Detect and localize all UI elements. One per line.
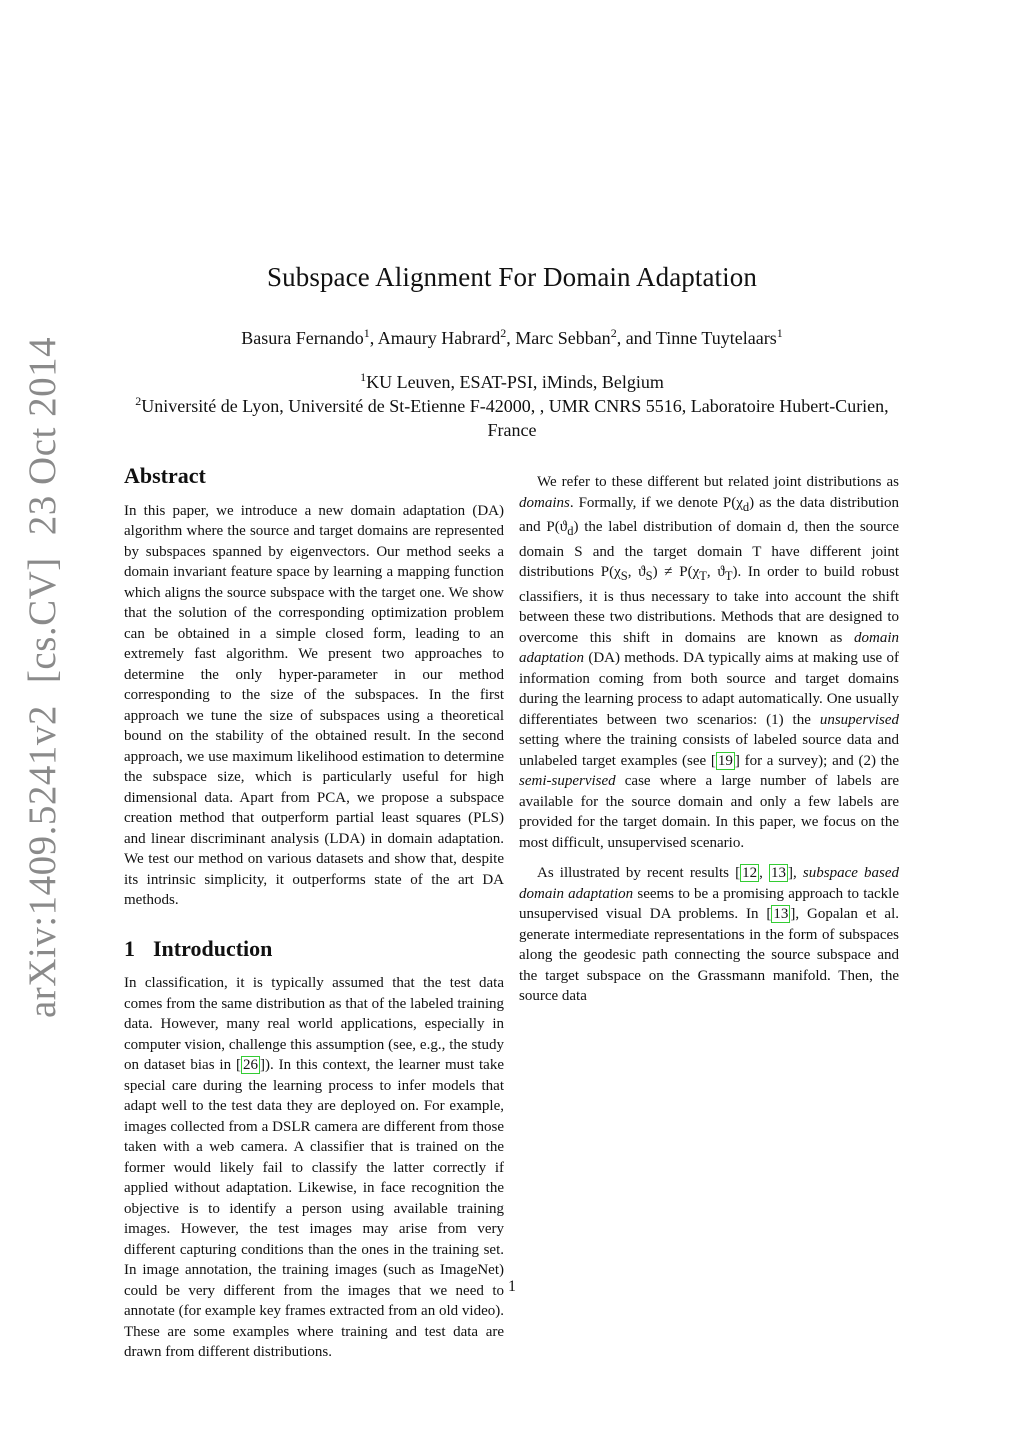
- author-list: [0, 328, 1024, 349]
- affiliation-number: 1: [360, 370, 367, 384]
- author-name: Marc Sebban: [515, 328, 611, 348]
- citation-link[interactable]: 26: [242, 1057, 258, 1073]
- section-heading-introduction: [124, 935, 504, 961]
- page-number: 1: [508, 1278, 516, 1295]
- affiliation-list: [120, 370, 904, 442]
- author-separator: ,: [506, 328, 516, 348]
- citation-link[interactable]: 13: [771, 865, 786, 881]
- affiliation: [120, 370, 904, 394]
- intro-paragraph-1: In classification, it is typically assumed that the test data comes from the same distribution as that of the labeled training data. However, many real world applications, especially in computer vision, challenge this assumption (see, e.g., the study on dataset bias in [ 26 ]). In this context, the learner must take special care during the learning process to infer models that adapt well to the test data they are deployed on. For example, images collected from a DSLR camera are different from those taken with a web camera. A classifier that is trained on the former would likely fail to classify the latter correctly if applied without adaptation. Likewise, in face recognition the objective is to identify a person using available training images. However, the test images may arise from very different capturing conditions than the ones in the training set. In image annotation, the training images (such as ImageNet) could be very different from the images that we need to annotate (for example key frames extracted from an old video). These are some examples where training and test data are drawn from different distributions.: [124, 975, 504, 1360]
- intro-paragraph-2: We refer to these different but related joint distributions as domains. Formally, if we denote $P(\chi_d)$ as the data distribution and $P(ϑ_d)$ the label distribution of domain d, then the source domain S and the target domain T have different joint distributions $P(\chi_S$, $ϑ_S) \ne P(\chi_T$, $ϑ_T$). In order to build robust classifiers, it is thus necessary to take into account the shift between these two distributions. Methods that are designed to overcome this shift in domains are known as domain adaptation (DA) methods. DA typically aims at making use of information coming from both source and target domains during the learning process to adapt automatically. One usually differentiates between two scenarios: (1) the unsupervised setting where the training consists of labeled source data and unlabeled target examples (see [ 19 ] for a survey); and (2) the semi-supervised case where a large number of labels are available for the source domain and only a few labels are provided for the target domain. In this paper, we focus on the most difficult, unsupervised scenario.: [519, 474, 900, 851]
- author-separator: ,: [369, 328, 378, 348]
- citation-link[interactable]: 12: [742, 865, 758, 881]
- citation-link[interactable]: 13: [773, 906, 789, 922]
- section-title: Introduction: [153, 935, 273, 961]
- abstract-text: In this paper, we introduce a new domain adaptation (DA) algorithm where the source and target domains are represented by subspaces spanned by eigenvectors. Our method seeks a domain invariant feature space by learning a mapping function which aligns the source subspace with the target one. We show that the solution of the corresponding optimization problem can be obtained in a simple closed form, leading to an extremely fast algorithm. We present two approaches to determine the only hyper-parameter in our method corresponding to the size of the subspaces. In the first approach we tune the size of subspaces using a theoretical bound on the stability of the obtained result. In the second approach, we use maximum likelihood estimation to determine the subspace size, which is particularly useful for high dimensional data. Apart from PCA, we propose a subspace creation method that outperform partial least squares (PLS) and linear discriminant analysis (LDA) in domain adaptation. We test our method on various datasets and show that, despite its intrinsic simplicity, it outperforms state of the art DA methods.: [124, 502, 504, 908]
- arxiv-watermark: [20, 337, 65, 1018]
- author-affiliation-mark: 1: [776, 326, 783, 340]
- abstract-heading: Abstract: [124, 463, 206, 488]
- author-separator: , and: [616, 328, 656, 348]
- author-name: Basura Fernando: [241, 328, 364, 348]
- affiliation-number: 2: [135, 394, 142, 408]
- paper-title: Subspace Alignment For Domain Adaptation: [267, 262, 757, 292]
- author-affiliation-mark: 2: [500, 326, 507, 340]
- arxiv-category: [cs.CV]: [21, 557, 64, 684]
- citation-link[interactable]: 19: [717, 752, 733, 769]
- author-affiliation-mark: 1: [363, 326, 370, 340]
- affiliation-text: Université de Lyon, Université de St-Etienne F-42000, , UMR CNRS 5516, Laboratoire Hubert-Curien, France: [141, 396, 889, 440]
- arxiv-date: 23 Oct 2014: [21, 336, 64, 536]
- arxiv-id: arXiv:1409.5241v2: [21, 705, 64, 1018]
- affiliation: [120, 394, 904, 442]
- intro-paragraph-3: As illustrated by recent results [ 12 , 13 ], subspace based domain adaptation seems to be a promising approach to tackle unsupervised visual DA problems. In [ 13 ], Gopalan et al. generate intermediate representations in the form of subspaces along the geodesic path connecting the source subspace and the target subspace on the Grassmann manifold. Then, the source data: [519, 865, 900, 1004]
- section-number: 1: [124, 935, 135, 961]
- left-column: [124, 463, 504, 1373]
- author-affiliation-mark: 2: [610, 326, 617, 340]
- author-name: Tinne Tuytelaars: [655, 328, 777, 348]
- right-column: [519, 472, 899, 1017]
- author-name: Amaury Habrard: [377, 328, 501, 348]
- affiliation-text: KU Leuven, ESAT-PSI, iMinds, Belgium: [366, 372, 664, 392]
